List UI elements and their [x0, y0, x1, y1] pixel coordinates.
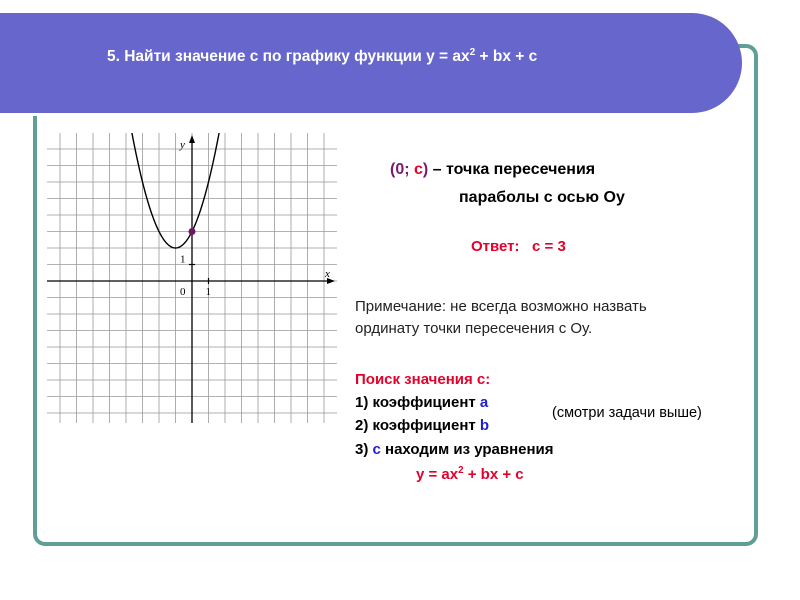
note-line1: Примечание: не всегда возможно назвать [355, 298, 647, 315]
search-item-3: 3) с находим из уравнения [355, 441, 554, 458]
point-description-line1: (0; с) – точка пересечения [390, 161, 596, 178]
answer-line: Ответ: с = 3 [471, 238, 566, 255]
note-line2: ординату точки пересечения с Оу. [355, 320, 593, 337]
side-note: (смотри задачи выше) [552, 405, 702, 421]
intersection-point [189, 228, 196, 235]
y-axis-arrow [189, 135, 195, 143]
origin-label: 0 [180, 286, 186, 298]
slide-title: 5. Найти значение с по графику функции $у = ах^2$ + bх + с [107, 46, 538, 65]
x-unit-label: 1 [205, 286, 211, 298]
y-unit-label: 1 [180, 253, 186, 266]
point-description-line2: параболы с осью Оу [459, 189, 625, 206]
search-item-2: 2) коэффициент b [355, 417, 490, 434]
search-equation: $у = ах^2$ + bх + с [416, 465, 524, 483]
search-item-1: 1) коэффициент а [355, 394, 489, 411]
y-axis-label: y [180, 139, 185, 151]
x-axis-label: x [325, 268, 330, 280]
search-heading: Поиск значения с: [355, 371, 491, 388]
banner-underline [0, 113, 710, 116]
parabola-graph [47, 133, 337, 423]
